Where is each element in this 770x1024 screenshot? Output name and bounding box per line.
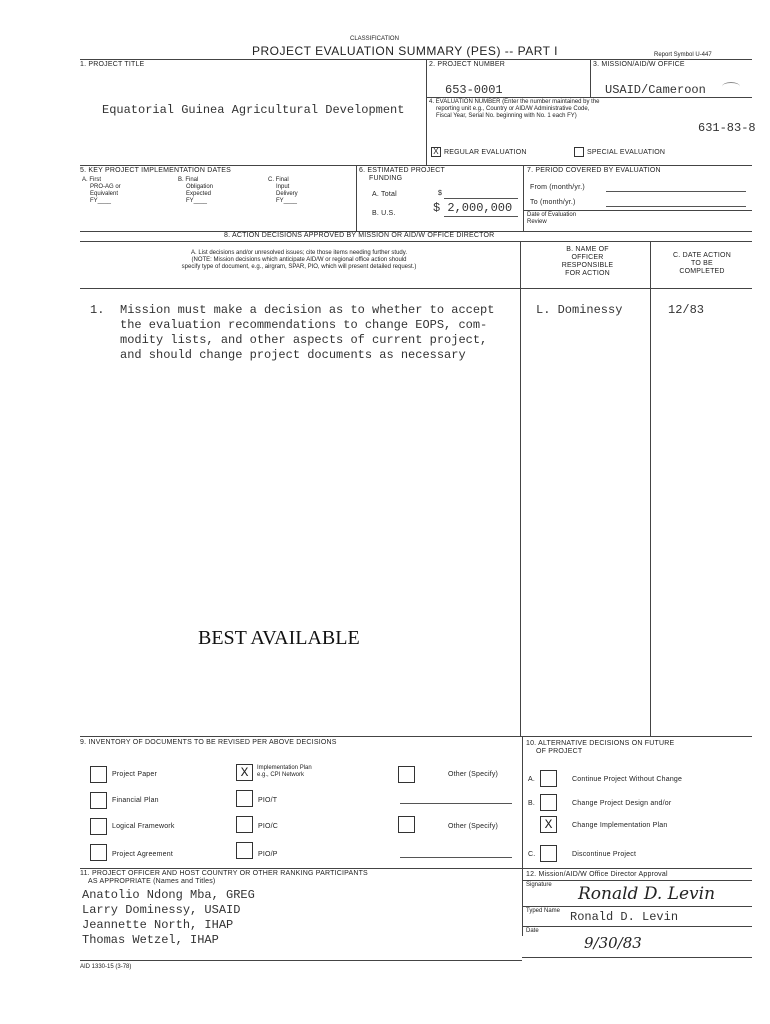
dates-col-a xyxy=(82,177,121,205)
action-item-officer: L. Dominessy xyxy=(536,303,623,317)
us-line xyxy=(444,216,518,217)
typed-name-value: Ronald D. Levin xyxy=(570,910,679,924)
rule xyxy=(523,210,752,211)
action-item-line: and should change project documents as necessary xyxy=(120,348,466,362)
col-a-line1: A. First xyxy=(82,177,101,183)
action-decisions-label: 8. ACTION DECISIONS APPROVED BY MISSION OR AID/W OFFICE DIRECTOR xyxy=(224,232,495,239)
col-c-header-line3: COMPLETED xyxy=(679,268,725,275)
impl-plan-line1: Implementation Plan xyxy=(257,765,312,771)
rule xyxy=(522,906,752,907)
rule xyxy=(426,97,752,98)
implementation-dates-label: 5. KEY PROJECT IMPLEMENTATION DATES xyxy=(80,167,232,174)
project-title-value: Equatorial Guinea Agricultural Development xyxy=(102,103,405,117)
rule xyxy=(80,736,752,737)
rule xyxy=(80,288,752,289)
total-line xyxy=(444,198,518,199)
action-item-line: Mission must make a decision as to whether to accept xyxy=(120,303,495,317)
other-specify-label-2: Other (Specify) xyxy=(448,823,499,830)
total-value[interactable]: $ xyxy=(438,190,443,197)
date-label: Date xyxy=(526,928,539,934)
period-from-line xyxy=(606,191,746,192)
signature: Ronald D. Levin xyxy=(578,884,716,904)
col-a-line2: PRO-AG or xyxy=(90,184,121,190)
action-item-date: 12/83 xyxy=(668,303,705,317)
alternative-decisions-label xyxy=(526,740,674,756)
special-evaluation-label: SPECIAL EVALUATION xyxy=(587,148,666,156)
col-b-header-line2: OFFICER xyxy=(571,254,604,261)
option-b-letter: B. xyxy=(528,800,536,807)
project-agreement-label: Project Agreement xyxy=(112,851,173,858)
divider xyxy=(426,59,427,165)
option-c-checkbox[interactable] xyxy=(540,845,557,862)
option-b-checkbox-1[interactable] xyxy=(540,794,557,811)
rule xyxy=(522,957,752,958)
rule xyxy=(522,926,752,927)
divider xyxy=(650,241,651,736)
action-item-line: modity lists, and other aspects of current project, xyxy=(120,333,488,347)
rule xyxy=(80,868,752,869)
col-c-line4[interactable]: FY____ xyxy=(276,198,298,204)
stray-mark xyxy=(722,82,740,91)
col-c-line3: Delivery xyxy=(276,191,298,197)
participant-name: Larry Dominessy, USAID xyxy=(82,903,241,917)
action-item-line: the evaluation recommendations to change EOPS, com- xyxy=(120,318,488,332)
col-c-line1: C. Final xyxy=(268,177,289,183)
project-number-label: 2. PROJECT NUMBER xyxy=(429,61,506,68)
rule xyxy=(522,880,752,881)
option-a-label: Continue Project Without Change xyxy=(572,776,683,783)
project-paper-label: Project Paper xyxy=(112,771,158,778)
participants-label-line1: 11. PROJECT OFFICER AND HOST COUNTRY OR OTHER RANKING PARTICIPANTS xyxy=(80,870,368,877)
col-b-header-line4: FOR ACTION xyxy=(565,270,610,277)
option-b-checkbox-2[interactable]: X xyxy=(540,816,557,833)
financial-plan-label: Financial Plan xyxy=(112,797,159,804)
piot-checkbox[interactable] xyxy=(236,790,253,807)
regular-evaluation-checkbox[interactable]: X xyxy=(431,147,441,157)
pioc-checkbox[interactable] xyxy=(236,816,253,833)
col-a-header-line1: A. List decisions and/or unresolved issues; cite those items needing further study. xyxy=(190,250,407,256)
option-c-letter: C. xyxy=(528,851,536,858)
evaluation-number-value: 631-83-8 xyxy=(698,121,756,135)
logical-framework-checkbox[interactable] xyxy=(90,818,107,835)
piop-checkbox[interactable] xyxy=(236,842,253,859)
impl-plan-line2: e.g., CPI Network xyxy=(257,772,305,778)
col-a-header-line2: (NOTE: Mission decisions which anticipate AID/W or regional office action should xyxy=(191,257,407,263)
option-c-label: Discontinue Project xyxy=(572,851,637,858)
participant-name: Anatolio Ndong Mba, GREG xyxy=(82,888,255,902)
divider xyxy=(590,59,591,97)
decisions-col-b-header xyxy=(525,246,650,278)
col-b-line4[interactable]: FY____ xyxy=(186,198,208,204)
inventory-label: 9. INVENTORY OF DOCUMENTS TO BE REVISED PER ABOVE DECISIONS xyxy=(80,739,337,746)
piot-label: PIO/T xyxy=(258,797,278,804)
funding-label-line1: 6. ESTIMATED PROJECT xyxy=(359,167,445,174)
alt-decisions-line2: OF PROJECT xyxy=(536,748,583,755)
participants-label xyxy=(80,870,368,886)
evaluation-review-date-label xyxy=(527,212,576,226)
form-number: AID 1330-15 (3-78) xyxy=(80,964,132,970)
project-paper-checkbox[interactable] xyxy=(90,766,107,783)
col-b-header-line3: RESPONSIBLE xyxy=(561,262,614,269)
period-from-label: From (month/yr.) xyxy=(530,184,585,191)
option-a-letter: A. xyxy=(528,776,536,783)
form-title: PROJECT EVALUATION SUMMARY (PES) -- PART I xyxy=(252,44,558,58)
evaluation-number-label-2: reporting unit e.g., Country or AID/W Administrative Code, xyxy=(436,106,590,112)
participants-list xyxy=(82,888,255,948)
col-b-line2: Obligation xyxy=(186,184,214,190)
dates-col-c xyxy=(268,177,298,205)
typed-name-label: Typed Name xyxy=(526,908,561,914)
option-b-label: Change Project Design and/or xyxy=(572,800,672,807)
divider xyxy=(356,165,357,231)
us-value[interactable]: $ 2,000,000 xyxy=(433,201,513,215)
us-label: B. U.S. xyxy=(372,210,396,217)
participant-name: Thomas Wetzel, IHAP xyxy=(82,933,219,947)
review-date-line1: Date of Evaluation xyxy=(527,212,577,218)
logical-framework-label: Logical Framework xyxy=(112,823,175,830)
classification-label: CLASSIFICATION xyxy=(350,36,399,42)
decisions-col-a-header xyxy=(84,250,514,271)
other-specify-line-2 xyxy=(400,857,512,858)
dates-col-b xyxy=(178,177,213,205)
other-specify-label-1: Other (Specify) xyxy=(448,771,499,778)
total-label: A. Total xyxy=(372,191,397,198)
col-c-header-line1: C. DATE ACTION xyxy=(673,252,731,259)
col-a-line4[interactable]: FY____ xyxy=(90,198,112,204)
divider xyxy=(523,165,524,231)
pioc-label: PIO/C xyxy=(258,823,279,830)
special-evaluation-checkbox[interactable] xyxy=(574,147,584,157)
participants-label-line2: AS APPROPRIATE (Names and Titles) xyxy=(88,878,216,885)
alt-decisions-line1: 10. ALTERNATIVE DECISIONS ON FUTURE xyxy=(526,740,675,747)
regular-evaluation-label: REGULAR EVALUATION xyxy=(444,148,527,156)
col-a-line3: Equivalent xyxy=(90,191,119,197)
col-c-line2: Input xyxy=(276,184,290,190)
financial-plan-checkbox[interactable] xyxy=(90,792,107,809)
regular-evaluation-option xyxy=(431,147,527,157)
mission-office-value: USAID/Cameroon xyxy=(605,83,706,97)
report-symbol: Report Symbol U-447 xyxy=(654,52,712,58)
action-item-text xyxy=(120,303,520,363)
implementation-plan-checkbox[interactable]: X xyxy=(236,764,253,781)
project-number-value: 653-0001 xyxy=(445,83,503,97)
option-b2-label: Change Implementation Plan xyxy=(572,822,668,829)
review-date-line2: Review xyxy=(527,219,547,225)
date-value: 9/30/83 xyxy=(584,934,642,952)
divider xyxy=(520,241,521,736)
participant-name: Jeannette North, IHAP xyxy=(82,918,234,932)
col-b-line3: Expected xyxy=(186,191,212,197)
signature-label: Signature xyxy=(526,882,552,888)
period-covered-label: 7. PERIOD COVERED BY EVALUATION xyxy=(527,167,661,174)
special-evaluation-option xyxy=(574,147,665,157)
option-a-checkbox[interactable] xyxy=(540,770,557,787)
col-c-header-line2: TO BE xyxy=(691,260,713,267)
rule xyxy=(80,241,752,242)
decisions-col-c-header xyxy=(652,252,752,276)
best-available-stamp: BEST AVAILABLE xyxy=(198,627,360,649)
action-item-number: 1. xyxy=(90,303,105,317)
evaluation-number-label: 4. EVALUATION NUMBER (Enter the number maintained by the xyxy=(429,99,600,105)
piop-label: PIO/P xyxy=(258,851,278,858)
project-agreement-checkbox[interactable] xyxy=(90,844,107,861)
evaluation-number-label-3: Fiscal Year, Serial No. beginning with No. 1 each FY) xyxy=(436,113,577,119)
estimated-funding-label xyxy=(359,167,445,183)
implementation-plan-label xyxy=(257,765,312,779)
other-specify-checkbox-2[interactable] xyxy=(398,816,415,833)
period-to-label: To (month/yr.) xyxy=(530,199,576,206)
period-to-line xyxy=(606,206,746,207)
bottom-rule xyxy=(80,960,522,961)
other-specify-checkbox-1[interactable] xyxy=(398,766,415,783)
funding-label-line2: FUNDING xyxy=(369,175,403,182)
col-b-line1: B. Final xyxy=(178,177,199,183)
other-specify-line-1 xyxy=(400,803,512,804)
project-title-label: 1. PROJECT TITLE xyxy=(80,61,145,68)
col-b-header-line1: B. NAME OF xyxy=(566,246,609,253)
director-approval-label: 12. Mission/AID/W Office Director Approval xyxy=(526,871,668,878)
top-rule xyxy=(80,59,752,60)
rule xyxy=(80,165,752,166)
mission-office-label: 3. MISSION/AID/W OFFICE xyxy=(593,61,685,68)
col-a-header-line3: specify type of document, e.g., airgram, SPAR, PIO, which will present detailed request.) xyxy=(181,264,417,270)
